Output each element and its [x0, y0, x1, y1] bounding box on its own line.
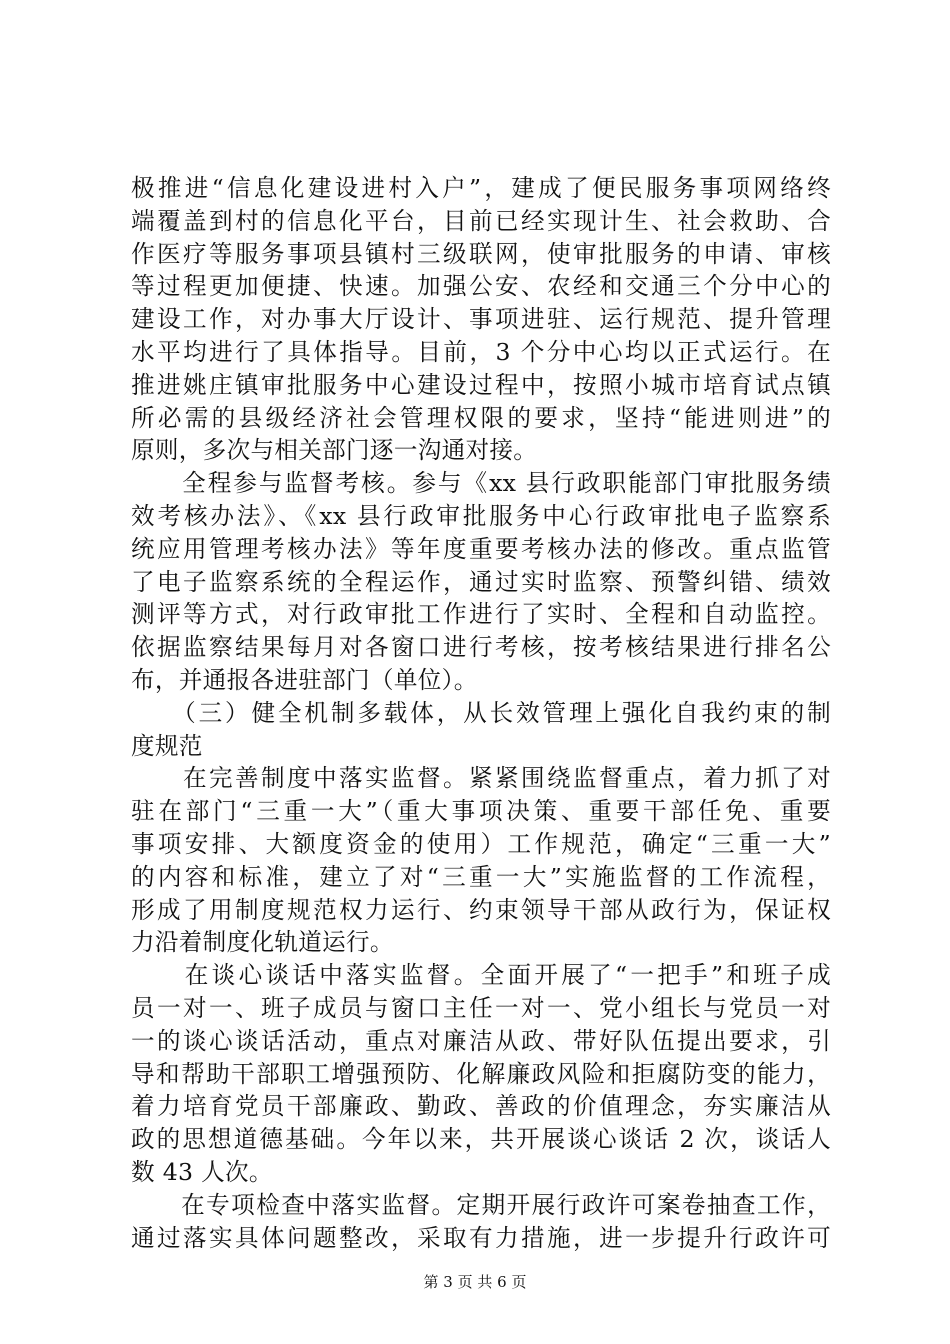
text-line: 一的谈心谈话活动，重点对廉洁从政、带好队伍提出要求，引	[131, 1026, 831, 1055]
text-line: 力沿着制度化轨道运行。	[131, 928, 394, 957]
text-line: 在谈心谈话中落实监督。全面开展了“一把手”和班子成	[131, 961, 831, 990]
page-footer: 第 3 页 共 6 页	[423, 1273, 527, 1291]
text-line: 布，并通报各进驻部门（单位）。	[131, 666, 478, 694]
text-line: 所必需的县级经济社会管理权限的要求，坚持“能进则进”的	[131, 403, 831, 432]
text-line: 等过程更加便捷、快速。加强公安、农经和交通三个分中心的	[131, 272, 831, 301]
text-line: 数 43 人次。	[131, 1158, 273, 1186]
text-line: 测评等方式，对行政审批工作进行了实时、全程和自动监控。	[131, 600, 831, 629]
text-line: 导和帮助干部职工增强预防、化解廉政风险和拒腐防变的能力，	[131, 1059, 831, 1088]
text-line: 在完善制度中落实监督。紧紧围绕监督重点，着力抓了对	[131, 764, 831, 793]
text-line: 依据监察结果每月对各窗口进行考核，按考核结果进行排名公	[131, 633, 831, 662]
text-line: 端覆盖到村的信息化平台，目前已经实现计生、社会救助、合	[131, 206, 831, 235]
text-line: 作医疗等服务事项县镇村三级联网，使审批服务的申请、审核	[131, 239, 831, 268]
text-line: 度规范	[131, 731, 203, 760]
text-line: 通过落实具体问题整改，采取有力措施，进一步提升行政许可	[131, 1223, 831, 1252]
text-line: 全程参与监督考核。参与《xx 县行政职能部门审批服务绩	[131, 469, 831, 498]
text-line: 建设工作，对办事大厅设计、事项进驻、运行规范、提升管理	[131, 305, 831, 334]
text-line: 统应用管理考核办法》等年度重要考核办法的修改。重点监管	[131, 534, 831, 563]
text-line: 原则，多次与相关部门逐一沟通对接。	[131, 436, 538, 465]
text-line: 了电子监察系统的全程运作，通过实时监察、预警纠错、绩效	[131, 567, 831, 596]
text-line: 政的思想道德基础。今年以来，共开展谈心谈话 2 次，谈话人	[131, 1125, 831, 1154]
text-line: 推进姚庄镇审批服务中心建设过程中，按照小城市培育试点镇	[131, 370, 831, 399]
text-line: 着力培育党员干部廉政、勤政、善政的价值理念，夯实廉洁从	[131, 1092, 831, 1121]
text-line: 在专项检查中落实监督。定期开展行政许可案卷抽查工作，	[131, 1190, 831, 1219]
text-line: 效考核办法》、《xx 县行政审批服务中心行政审批电子监察系	[131, 502, 831, 530]
text-line: （三）健全机制多载体，从长效管理上强化自我约束的制	[131, 698, 831, 727]
text-line: 水平均进行了具体指导。目前，3 个分中心均以正式运行。在	[131, 338, 831, 366]
text-line: 的内容和标准，建立了对“三重一大”实施监督的工作流程，	[131, 862, 831, 891]
text-line: 极推进“信息化建设进村入户”，建成了便民服务事项网络终	[131, 174, 831, 202]
text-line: 员一对一、班子成员与窗口主任一对一、党小组长与党员一对	[131, 994, 831, 1022]
text-line: 形成了用制度规范权力运行、约束领导干部从政行为，保证权	[131, 895, 831, 924]
text-line: 事项安排、大额度资金的使用）工作规范，确定“三重一大”	[131, 830, 831, 858]
text-line: 驻在部门“三重一大”（重大事项决策、重要干部任免、重要	[131, 797, 831, 826]
